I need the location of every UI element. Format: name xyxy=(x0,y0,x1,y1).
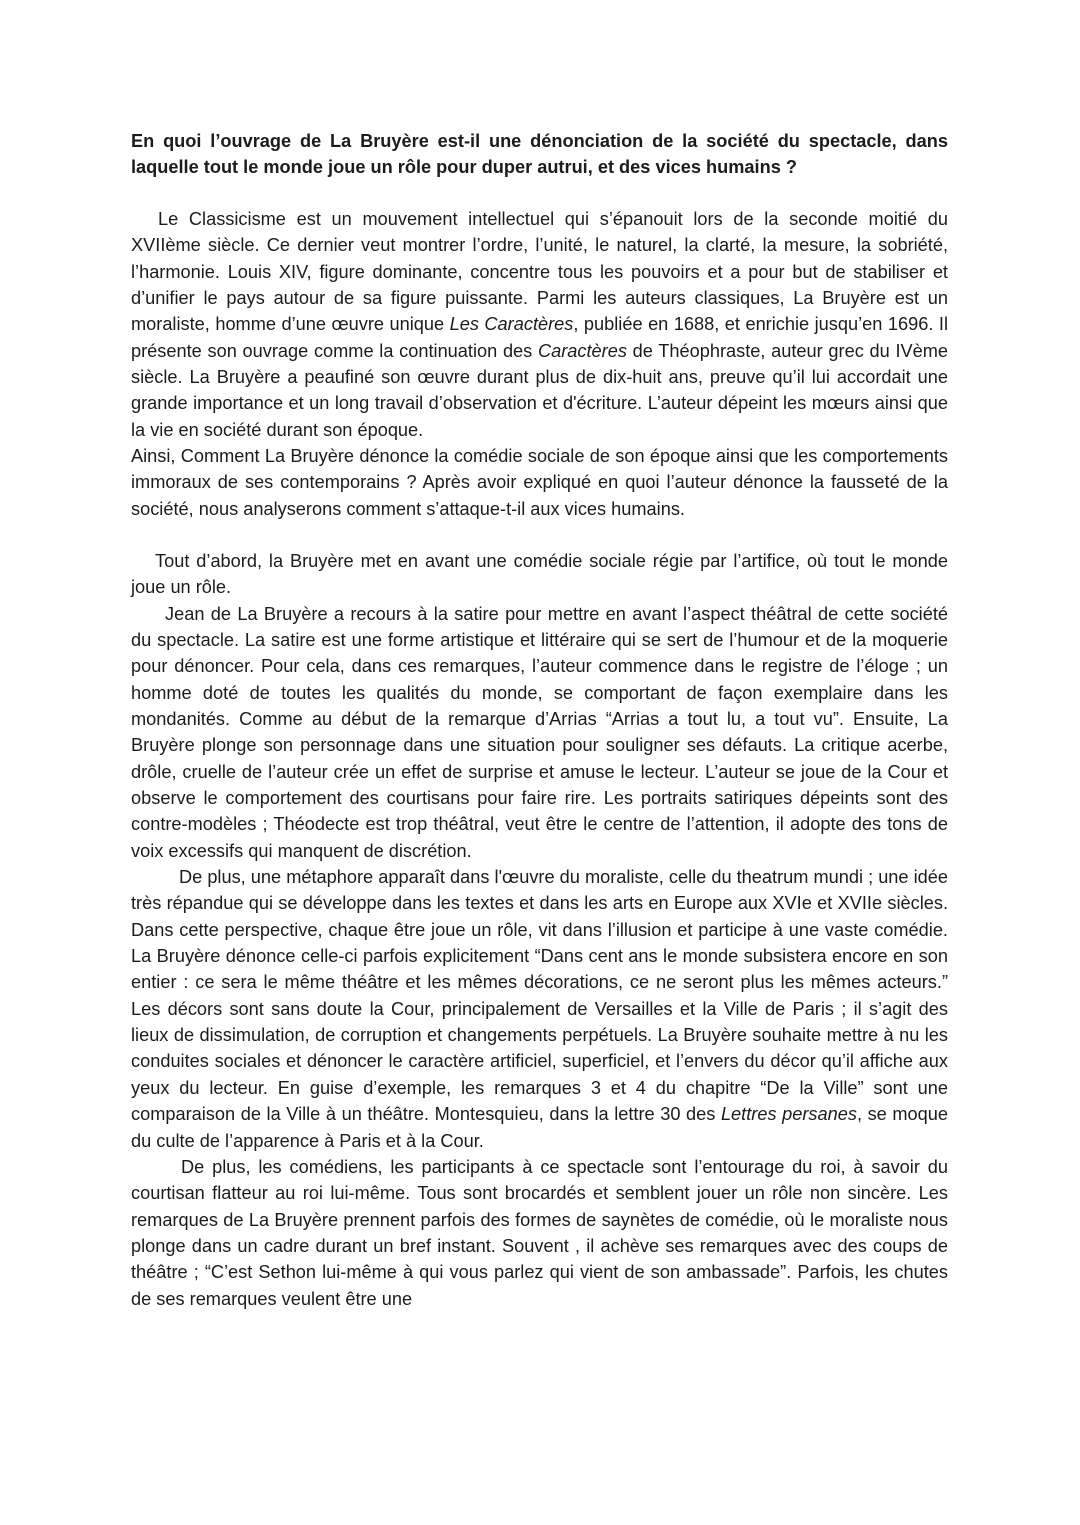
section-1-paragraph-satire: Jean de La Bruyère a recours à la satire pour mettre en avant l’aspect théâtral de cette société du spectacle. La satire est une forme artistique et littéraire qui se sert de l’humour et de la moquerie pour dénoncer. Pour cela, dans ces remarques, l’auteur commence dans le registre de l’éloge ; un homme doté de toutes les qualités du monde, se comportant de façon exemplaire dans les mondanités. Comme au début de la remarque d’Arrias “Arrias a tout lu, a tout vu”. Ensuite, La Bruyère plonge son personnage dans une situation pour souligner ses défauts. La critique acerbe, drôle, cruelle de l’auteur crée un effet de surprise et amuse le lecteur. L’auteur se joue de la Cour et observe le comportement des courtisans pour faire rire. Les portraits satiriques dépeints sont des contre-modèles ; Théodecte est trop théâtral, veut être le centre de l’attention, il adopte des tons de voix excessifs qui manquent de discrétion. xyxy=(131,603,948,861)
intro-paragraph-context xyxy=(131,206,948,443)
intro-text-part-3: de Théophraste, auteur grec du IVème siècle. La Bruyère a peaufiné son œuvre durant plus de dix-huit ans, preuve qu’il lui accordait une grande importance et un long travail d’observation et d'écriture. L’auteur dépeint les mœurs ainsi que la vie en société durant son époque. xyxy=(131,340,949,440)
theatrum-text-part-2: , se moque du culte de l’apparence à Paris et à la Cour. xyxy=(131,1104,948,1151)
section-1-paragraph-theatrum-mundi xyxy=(131,864,948,1154)
essay-question: En quoi l’ouvrage de La Bruyère est-il une dénonciation de la société du spectacle, dans laquelle tout le monde joue un rôle pour duper autrui, et des vices humains ? xyxy=(131,131,948,178)
document-page xyxy=(131,128,948,1312)
section-1-lead: Tout d’abord, la Bruyère met en avant une comédie sociale régie par l’artifice, où tout le monde joue un rôle. xyxy=(131,550,948,598)
theatrum-text-part-1: De plus, une métaphore apparaît dans l'œuvre du moraliste, celle du theatrum mundi ; une idée très répandue qui se développe dans les textes et dans les arts en Europe aux XVIe et XVIIe siècles. Dans cette perspective, chaque être joue un rôle, vit dans l’illusion et participe à une vaste comédie. La Bruyère dénonce celle-ci parfois explicitement “Dans cent ans le monde subsistera encore en son entier : ce sera le même théâtre et les mêmes décorations, ce ne seront plus les mêmes acteurs.” Les décors sont sans doute la Cour, principalement de Versailles et la Ville de Paris ; il s’agit des lieux de dissimulation, de corruption et changements perpétuels. La Bruyère souhaite mettre à nu les conduites sociales et dénoncer le caractère artificiel, superficiel, et l’envers du décor qu’il affiche aux yeux du lecteur. En guise d’exemple, les remarques 3 et 4 du chapitre “De la Ville” sont une comparaison de la Ville à un théâtre. Montesquieu, dans la lettre 30 des xyxy=(131,867,948,1125)
intro-text-part-2: , publiée en 1688, et enrichie jusqu’en 1696. Il présente son ouvrage comme la continuation des xyxy=(131,314,948,361)
intro-paragraph-problematic: Ainsi, Comment La Bruyère dénonce la comédie sociale de son époque ainsi que les comportements immoraux de ses contemporains ? Après avoir expliqué en quoi l’auteur dénonce la fausseté de la société, nous analyserons comment s’attaque-t-il aux vices humains. xyxy=(131,445,948,519)
book-title-les-caracteres: Les Caractères xyxy=(449,314,574,335)
section-1-paragraph-comediens: De plus, les comédiens, les participants à ce spectacle sont l’entourage du roi, à savoir du courtisan flatteur au roi lui-même. Tous sont brocardés et semblent jouer un rôle non sincère. Les remarques de La Bruyère prennent parfois des formes de saynètes de comédie, où le moraliste nous plonge dans un cadre durant un bref instant. Souvent , il achève ses remarques avec des coups de théâtre ; “C’est Sethon lui-même à qui vous parlez qui vient de son ambassade”. Parfois, les chutes de ses remarques veulent être une xyxy=(131,1156,948,1309)
intro-text-part-1: Le Classicisme est un mouvement intellectuel qui s’épanouit lors de la seconde moitié du XVIIème siècle. Ce dernier veut montrer l’ordre, l’unité, le naturel, la clarté, la mesure, la sobriété, l’harmonie. Louis XIV, figure dominante, concentre tous les pouvoirs et a pour but de stabiliser et d’unifier le pays autour de sa figure puissante. Parmi les auteurs classiques, La Bruyère est un moraliste, homme d’une œuvre unique xyxy=(131,208,948,335)
book-title-caracteres: Caractères xyxy=(537,340,627,361)
book-title-lettres-persanes: Lettres persanes xyxy=(720,1104,857,1125)
